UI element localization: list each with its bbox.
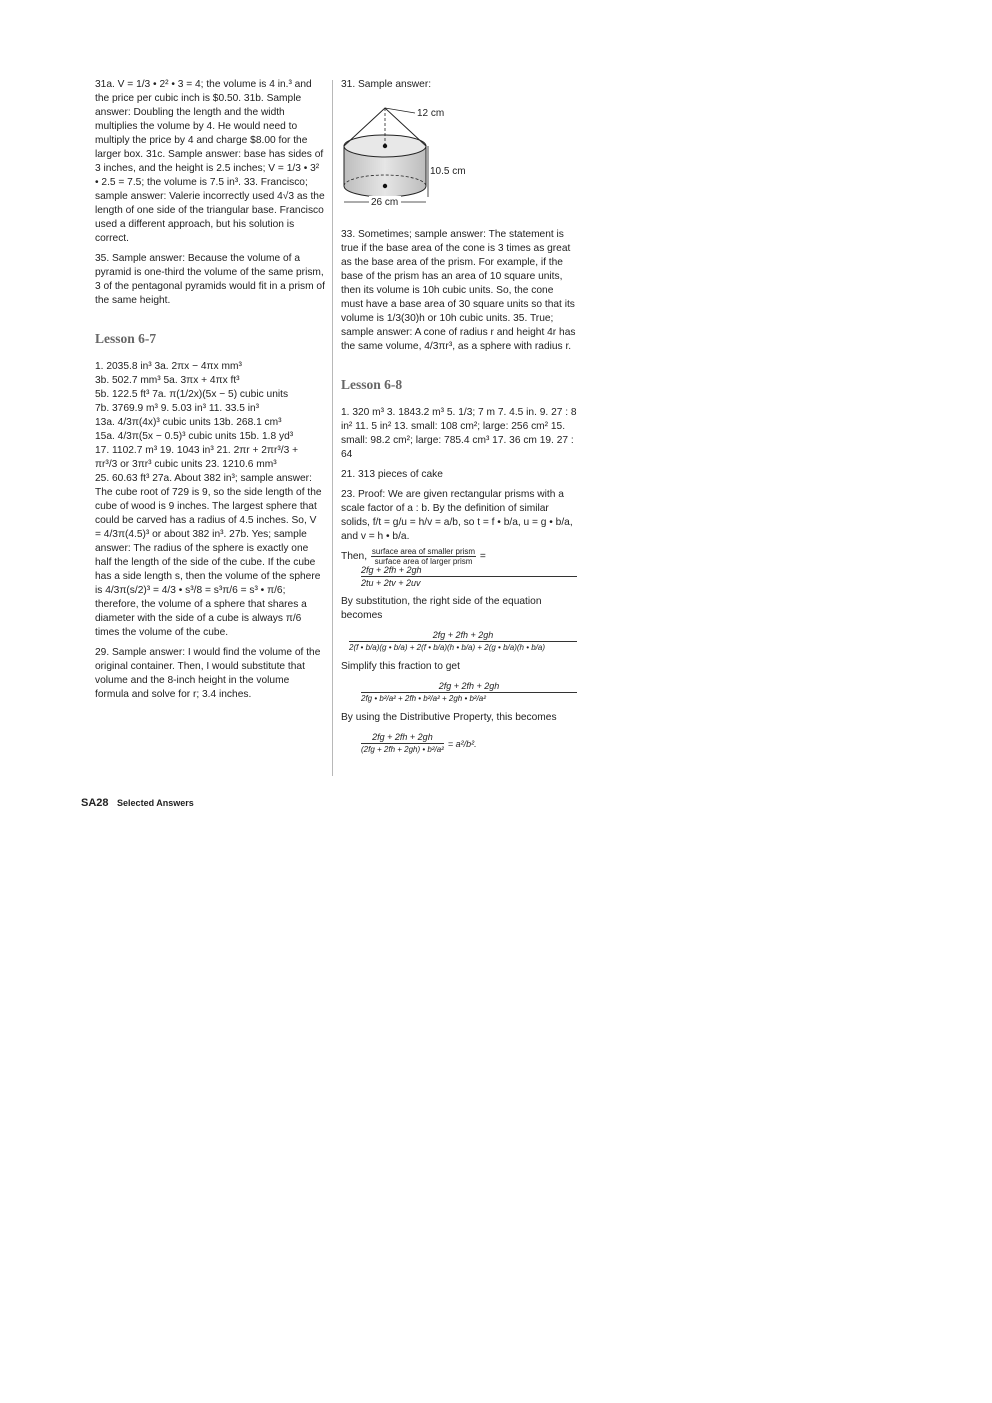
equation-numerator: 2fg + 2fh + 2gh bbox=[372, 732, 433, 742]
then-label: Then, bbox=[341, 551, 368, 562]
left-column bbox=[95, 78, 325, 708]
column-divider bbox=[332, 80, 333, 776]
equation-denominator: 2tu + 2tv + 2uv bbox=[361, 576, 577, 589]
equation-result: = a²/b². bbox=[447, 738, 477, 749]
equation-3 bbox=[361, 680, 577, 705]
lesson-6-7-short-answers bbox=[95, 360, 325, 472]
answer-line: πr³/3 or 3πr³ cubic units 23. 1210.6 mm³ bbox=[95, 459, 277, 470]
answer-line: 5b. 122.5 ft³ 7a. π(1/2x)(5x − 5) cubic units bbox=[95, 389, 289, 400]
equation-denominator: 2fg • b²/a² + 2fh • b²/a² + 2gh • b²/a² bbox=[361, 692, 577, 705]
lesson-6-8-heading: Lesson 6-8 bbox=[341, 377, 403, 392]
answer-line: 3b. 502.7 mm³ 5a. 3πx + 4πx ft³ bbox=[95, 375, 240, 386]
answer-31-intro: 31. Sample answer: bbox=[341, 79, 432, 90]
equation-1 bbox=[361, 564, 577, 589]
page-number: SA28 bbox=[81, 797, 109, 809]
answer-line: 13a. 4/3π(4x)³ cubic units 13b. 268.1 cm³ bbox=[95, 417, 282, 428]
answer-33-35: 33. Sometimes; sample answer: The statement is true if the base area of the cone is 3 times as great as the base area of the prism. For example, if the base of the prism has an area of 10 square units, then its volume is 10h cubic units. So, the cone must have a base area of 30 square units so that its volume is 1/3(30)h or 10h cubic units. 35. True; sample answer: A cone of radius r and height 4r has the same volume, 4/3πr³, as a sphere with radius r. bbox=[341, 229, 576, 352]
height-label: 10.5 cm bbox=[430, 166, 466, 177]
equation-numerator: 2fg + 2fh + 2gh bbox=[438, 681, 500, 691]
answer-line: 1. 2035.8 in³ 3a. 2πx − 4πx mm³ bbox=[95, 361, 242, 372]
answer-23-proof: 23. Proof: We are given rectangular prisms with a scale factor of a : b. By the definition of similar solids, f/t = g/u = h/v = a/b, so t = f • b/a, u = g • b/a, and v = h • b/a. bbox=[341, 489, 573, 542]
slant-label: 12 cm bbox=[417, 108, 445, 119]
equation-denominator: 2(f • b/a)(g • b/a) + 2(f • b/a)(h • b/a) + 2(g • b/a)(h • b/a) bbox=[349, 641, 577, 654]
answer-35: 35. Sample answer: Because the volume of a pyramid is one-third the volume of the same prism, 3 of the pentagonal pyramids would fit in a prism of the same height. bbox=[95, 253, 325, 306]
simplify-text: Simplify this fraction to get bbox=[341, 661, 460, 672]
cone-cylinder-figure bbox=[341, 98, 481, 222]
distributive-text: By using the Distributive Property, this becomes bbox=[341, 712, 557, 723]
answer-29: 29. Sample answer: I would find the volume of the original container. Then, I would substitute that volume and the 8-inch height in the volume formula and solve for r; 3.4 inches. bbox=[95, 647, 321, 700]
answer-line: 15a. 4/3π(5x − 0.5)³ cubic units 15b. 1.8 yd³ bbox=[95, 431, 294, 442]
answer-line: 17. 1102.7 m³ 19. 1043 in³ 21. 2πr + 2πr³/3 + bbox=[95, 445, 299, 456]
ratio-denominator: surface area of larger prism bbox=[374, 556, 473, 566]
equation-2 bbox=[349, 629, 577, 654]
lesson-6-8-short-answers: 1. 320 m³ 3. 1843.2 m³ 5. 1/3; 7 m 7. 4.5 in. 9. 27 : 8 in² 11. 5 in² 13. small: 108 cm²; large: 256 cm² 15. small: 98.2 cm²; large: 785.4 cm³ 17. 36 cm 19. 27 : 64 bbox=[341, 407, 577, 460]
diameter-label: 26 cm bbox=[371, 197, 399, 208]
page-footer bbox=[81, 796, 194, 810]
substitution-text: By substitution, the right side of the equation becomes bbox=[341, 596, 542, 621]
equation-numerator: 2fg + 2fh + 2gh bbox=[361, 565, 422, 575]
surface-area-ratio bbox=[371, 547, 476, 566]
lesson-6-7-heading: Lesson 6-7 bbox=[95, 331, 157, 346]
ratio-numerator: surface area of smaller prism bbox=[371, 546, 476, 556]
then-statement: Then, $\frac{\text{surface area of smaller prism}}{\text{surface area of larger prism}}$ = bbox=[341, 546, 486, 566]
answer-31-33: 31a. V = 1/3 • 2² • 3 = 4; the volume is 4 in.³ and the price per cubic inch is $0.50. 31b. Sample answer: Doubling the length and the width multiplies the volume by 4. He would need to multiply the price by 4 and charge $8.00 for the larger box. 31c. Sample answer: base has sides of 3 inches, and the height is 2.5 inches; V = 1/3 • 3² • 2.5 = 7.5; the volume is 7.5 in³. 33. Francisco; sample answer: Valerie incorrectly used 4√3 as the length of one side of the triangular base. Francisco used a different approach, but his solution is correct. bbox=[95, 79, 325, 244]
answer-25-27: 25. 60.63 ft³ 27a. About 382 in³; sample answer: The cube root of 729 is 9, so the side length of the cube of wood is 9 inches. The largest sphere that could be carved has a radius of 4.5 inches. So, V = 4/3π(4.5)³ or about 382 in³. 27b. Yes; sample answer: The radius of the sphere is exactly one half the length of the side of the cube. If the cube has a side length s, then the volume of the sphere is 4/3π(s/2)³ = 4/3 • s³/8 = s³π/6 = s³ • π/6; therefore, the volume of a sphere that shares a diameter with the side of a cube is always π/6 times the volume of the cube. bbox=[95, 473, 322, 638]
right-column bbox=[341, 78, 577, 762]
equation-4 bbox=[361, 731, 577, 756]
answer-line: 7b. 3769.9 m³ 9. 5.03 in³ 11. 33.5 in³ bbox=[95, 403, 260, 414]
answer-21: 21. 313 pieces of cake bbox=[341, 469, 443, 480]
equation-denominator: (2fg + 2fh + 2gh) • b²/a² bbox=[361, 745, 444, 754]
section-label: Selected Answers bbox=[117, 798, 194, 808]
equation-numerator: 2fg + 2fh + 2gh bbox=[432, 630, 494, 640]
